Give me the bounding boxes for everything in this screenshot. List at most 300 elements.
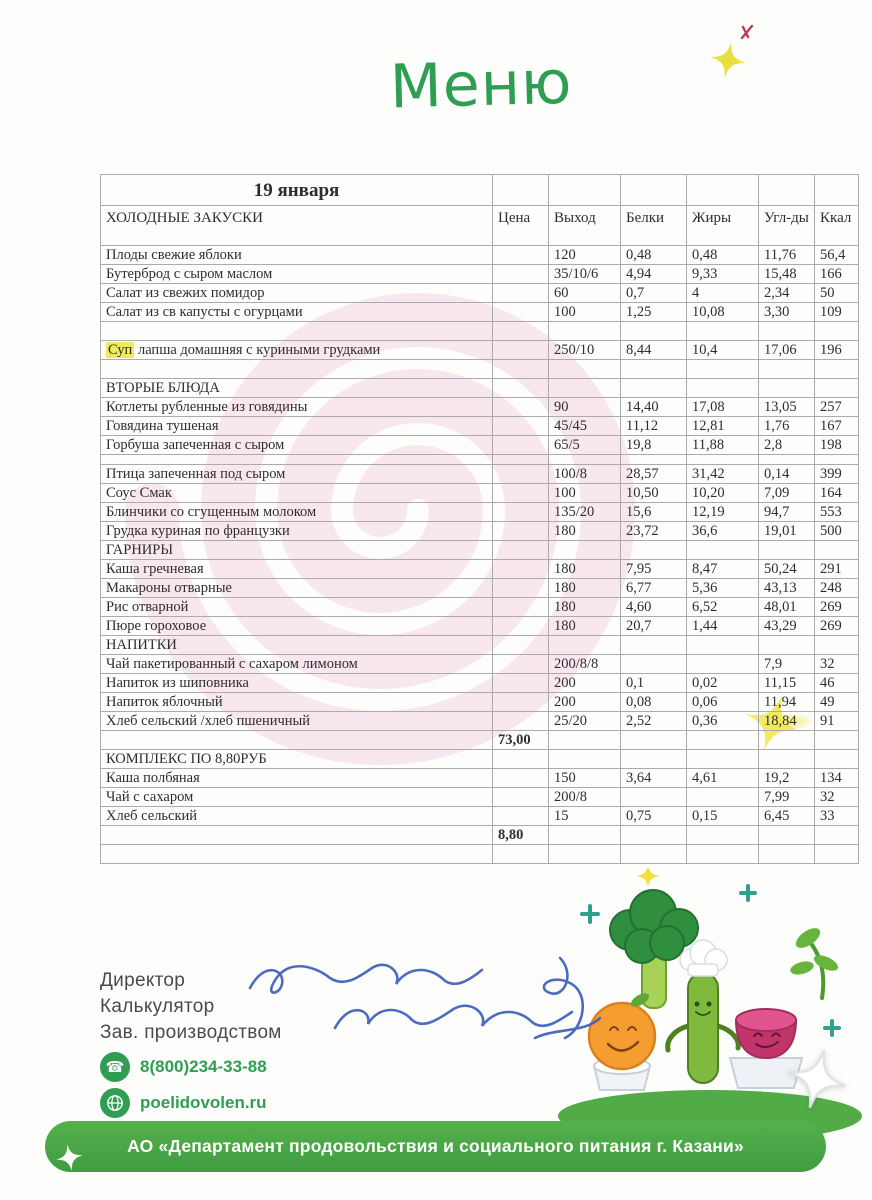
spacer-row — [101, 360, 859, 379]
cell-name: Каша полбяная — [101, 769, 493, 788]
cell-name — [101, 826, 493, 845]
cell-fat: 11,88 — [687, 436, 759, 455]
cell-kcal: 134 — [815, 769, 859, 788]
cell-fat: 0,02 — [687, 674, 759, 693]
menu-item-row — [101, 265, 859, 284]
cell-prot — [621, 379, 687, 398]
cell-name — [101, 455, 493, 465]
cell-name: НАПИТКИ — [101, 636, 493, 655]
cell-carb: 1,76 — [759, 417, 815, 436]
cell-out: 250/10 — [549, 341, 621, 360]
cell-out — [549, 455, 621, 465]
cell-out — [549, 541, 621, 560]
footer-text: АО «Департамент продовольствия и социального питания г. Казани» — [127, 1136, 744, 1156]
section-row — [101, 750, 859, 769]
cell-fat: 4,61 — [687, 769, 759, 788]
cell-prot: 19,8 — [621, 436, 687, 455]
cell-carb: 18,84 — [759, 712, 815, 731]
cell-price — [493, 417, 549, 436]
menu-item-row — [101, 484, 859, 503]
empty-cell — [759, 175, 815, 206]
cell-out — [549, 360, 621, 379]
cell-out: 35/10/6 — [549, 265, 621, 284]
cell-prot — [621, 788, 687, 807]
cell-kcal — [815, 845, 859, 864]
cell-name: Салат из свежих помидор — [101, 284, 493, 303]
table-header-row — [101, 206, 859, 246]
cell-price — [493, 845, 549, 864]
cell-price — [493, 712, 549, 731]
cell-price — [493, 360, 549, 379]
menu-item-row — [101, 674, 859, 693]
cell-price — [493, 579, 549, 598]
cell-out: 90 — [549, 398, 621, 417]
cell-prot: 4,60 — [621, 598, 687, 617]
cell-kcal: 198 — [815, 436, 859, 455]
cell-name: Хлеб сельский /хлеб пшеничный — [101, 712, 493, 731]
menu-item-row — [101, 693, 859, 712]
cell-price — [493, 379, 549, 398]
cell-name: Рис отварной — [101, 598, 493, 617]
cell-kcal — [815, 455, 859, 465]
cell-carb — [759, 455, 815, 465]
cell-prot: 2,52 — [621, 712, 687, 731]
cell-fat: 0,15 — [687, 807, 759, 826]
phone-number: 8(800)234-33-88 — [140, 1057, 267, 1076]
cell-fat — [687, 455, 759, 465]
footer-band — [45, 1121, 826, 1172]
date-cell: 19 января — [101, 175, 493, 206]
cell-kcal: 553 — [815, 503, 859, 522]
cell-carb: 15,48 — [759, 265, 815, 284]
cell-fat: 10,4 — [687, 341, 759, 360]
cell-price — [493, 598, 549, 617]
cell-name: Соус Смак — [101, 484, 493, 503]
cell-price — [493, 484, 549, 503]
cell-out: 120 — [549, 246, 621, 265]
cell-fat: 0,48 — [687, 246, 759, 265]
cell-name: Горбуша запеченная с сыром — [101, 436, 493, 455]
cell-kcal: 32 — [815, 655, 859, 674]
cell-price — [493, 284, 549, 303]
cell-kcal — [815, 731, 859, 750]
cell-prot — [621, 636, 687, 655]
cell-kcal — [815, 360, 859, 379]
cell-prot: 0,48 — [621, 246, 687, 265]
menu-item-row — [101, 560, 859, 579]
cell-name: Салат из св капусты с огурцами — [101, 303, 493, 322]
cell-kcal: 257 — [815, 398, 859, 417]
menu-item-row — [101, 807, 859, 826]
cell-kcal: 291 — [815, 560, 859, 579]
cell-carb: 7,09 — [759, 484, 815, 503]
total-row — [101, 731, 859, 750]
cell-carb: 11,15 — [759, 674, 815, 693]
cell-price — [493, 522, 549, 541]
cell-kcal: 49 — [815, 693, 859, 712]
cell-prot: 10,50 — [621, 484, 687, 503]
cell-prot: 23,72 — [621, 522, 687, 541]
cell-out: 15 — [549, 807, 621, 826]
cell-prot: 14,40 — [621, 398, 687, 417]
cell-carb — [759, 845, 815, 864]
cell-price — [493, 769, 549, 788]
cell-carb — [759, 826, 815, 845]
cell-price — [493, 541, 549, 560]
cell-name: ВТОРЫЕ БЛЮДА — [101, 379, 493, 398]
cell-name: Напиток из шиповника — [101, 674, 493, 693]
cell-prot: 0,1 — [621, 674, 687, 693]
cell-name: Макароны отварные — [101, 579, 493, 598]
menu-item-row — [101, 341, 859, 360]
cell-out: 200 — [549, 693, 621, 712]
cell-prot: 8,44 — [621, 341, 687, 360]
menu-item-row — [101, 303, 859, 322]
page-title: Меню — [389, 47, 574, 123]
cell-price — [493, 503, 549, 522]
section-row — [101, 636, 859, 655]
cell-fat: 10,20 — [687, 484, 759, 503]
cell-name: Хлеб сельский — [101, 807, 493, 826]
cell-name: Чай пакетированный с сахаром лимоном — [101, 655, 493, 674]
section-row — [101, 541, 859, 560]
cell-price: 8,80 — [493, 826, 549, 845]
spacer-row — [101, 322, 859, 341]
cell-kcal — [815, 636, 859, 655]
cell-kcal — [815, 826, 859, 845]
cell-out: 100/8 — [549, 465, 621, 484]
menu-item-row — [101, 617, 859, 636]
cell-kcal: 32 — [815, 788, 859, 807]
cell-fat — [687, 826, 759, 845]
cell-fat — [687, 379, 759, 398]
menu-item-row — [101, 655, 859, 674]
empty-cell — [687, 175, 759, 206]
cell-carb: 2,34 — [759, 284, 815, 303]
cell-fat — [687, 655, 759, 674]
cell-out — [549, 379, 621, 398]
cell-out: 180 — [549, 598, 621, 617]
menu-item-row — [101, 503, 859, 522]
cell-carb: 0,14 — [759, 465, 815, 484]
cell-out: 180 — [549, 617, 621, 636]
cell-kcal: 166 — [815, 265, 859, 284]
cell-fat: 8,47 — [687, 560, 759, 579]
col-header-out: Выход — [549, 206, 621, 246]
cell-price: 73,00 — [493, 731, 549, 750]
cell-prot — [621, 541, 687, 560]
col-header-carbs: Угл-ды — [759, 206, 815, 246]
menu-item-row — [101, 522, 859, 541]
cell-price — [493, 636, 549, 655]
cell-name: Бутерброд с сыром маслом — [101, 265, 493, 284]
cell-fat: 36,6 — [687, 522, 759, 541]
cell-fat: 6,52 — [687, 598, 759, 617]
cell-kcal — [815, 750, 859, 769]
col-header-name: ХОЛОДНЫЕ ЗАКУСКИ — [101, 206, 493, 246]
col-header-price: Цена — [493, 206, 549, 246]
cell-fat — [687, 360, 759, 379]
menu-item-row — [101, 598, 859, 617]
cell-fat: 31,42 — [687, 465, 759, 484]
cell-prot: 6,77 — [621, 579, 687, 598]
empty-cell — [621, 175, 687, 206]
menu-item-row — [101, 465, 859, 484]
cell-price — [493, 341, 549, 360]
cell-kcal: 269 — [815, 617, 859, 636]
cell-carb: 48,01 — [759, 598, 815, 617]
cell-out: 100 — [549, 484, 621, 503]
cell-out: 180 — [549, 522, 621, 541]
spacer-row — [101, 455, 859, 465]
cell-out: 200/8/8 — [549, 655, 621, 674]
cell-fat: 1,44 — [687, 617, 759, 636]
cell-price — [493, 560, 549, 579]
cell-prot: 20,7 — [621, 617, 687, 636]
cell-kcal: 33 — [815, 807, 859, 826]
cell-fat: 17,08 — [687, 398, 759, 417]
cell-kcal: 50 — [815, 284, 859, 303]
cell-kcal: 91 — [815, 712, 859, 731]
cell-kcal: 46 — [815, 674, 859, 693]
cell-kcal: 167 — [815, 417, 859, 436]
cell-carb — [759, 360, 815, 379]
cell-price — [493, 693, 549, 712]
cell-prot — [621, 655, 687, 674]
cell-carb — [759, 322, 815, 341]
website-row — [100, 1088, 267, 1118]
menu-item-row — [101, 769, 859, 788]
handwritten-signatures — [230, 938, 650, 1058]
cell-prot: 0,08 — [621, 693, 687, 712]
cell-prot — [621, 322, 687, 341]
cell-fat — [687, 322, 759, 341]
cell-prot — [621, 826, 687, 845]
cell-name — [101, 360, 493, 379]
menu-item-row — [101, 284, 859, 303]
cell-price — [493, 788, 549, 807]
cell-prot: 0,75 — [621, 807, 687, 826]
cell-out — [549, 322, 621, 341]
cell-price — [493, 655, 549, 674]
cell-kcal: 164 — [815, 484, 859, 503]
role-director: Директор — [100, 970, 186, 991]
cell-prot: 4,94 — [621, 265, 687, 284]
cell-prot: 15,6 — [621, 503, 687, 522]
cell-out: 180 — [549, 579, 621, 598]
cell-carb — [759, 731, 815, 750]
role-calculator: Калькулятор — [100, 996, 215, 1017]
cell-out — [549, 750, 621, 769]
cell-name: Птица запеченная под сыром — [101, 465, 493, 484]
cell-carb: 43,13 — [759, 579, 815, 598]
cell-name: Грудка куриная по французки — [101, 522, 493, 541]
cell-out: 100 — [549, 303, 621, 322]
menu-item-row — [101, 417, 859, 436]
cell-prot — [621, 360, 687, 379]
cell-carb: 19,01 — [759, 522, 815, 541]
date-row — [101, 175, 859, 206]
cell-carb: 43,29 — [759, 617, 815, 636]
cell-kcal — [815, 322, 859, 341]
cell-kcal: 109 — [815, 303, 859, 322]
cell-out: 65/5 — [549, 436, 621, 455]
cell-price — [493, 398, 549, 417]
cell-price — [493, 246, 549, 265]
menu-item-row — [101, 398, 859, 417]
cell-price — [493, 674, 549, 693]
cell-name: КОМПЛЕКС ПО 8,80РУБ — [101, 750, 493, 769]
small-white-star-icon — [54, 1142, 85, 1173]
cell-prot: 3,64 — [621, 769, 687, 788]
cell-out — [549, 826, 621, 845]
total-row — [101, 826, 859, 845]
menu-item-row — [101, 246, 859, 265]
cell-fat — [687, 541, 759, 560]
phone-icon: ☎ — [100, 1052, 130, 1082]
red-pen-mark-icon — [740, 24, 754, 40]
cell-fat: 4 — [687, 284, 759, 303]
cell-name: Суп лапша домашняя с куриными грудками — [101, 341, 493, 360]
cell-carb: 13,05 — [759, 398, 815, 417]
menu-table — [100, 174, 859, 864]
cell-price — [493, 265, 549, 284]
cell-out — [549, 636, 621, 655]
cell-carb: 6,45 — [759, 807, 815, 826]
empty-cell — [815, 175, 859, 206]
cell-out: 200/8 — [549, 788, 621, 807]
col-header-kcal: Ккал — [815, 206, 859, 246]
cell-kcal — [815, 379, 859, 398]
cell-kcal: 196 — [815, 341, 859, 360]
cell-name — [101, 731, 493, 750]
cell-prot — [621, 731, 687, 750]
cell-carb: 50,24 — [759, 560, 815, 579]
cell-prot: 11,12 — [621, 417, 687, 436]
cell-name — [101, 322, 493, 341]
cell-carb: 94,7 — [759, 503, 815, 522]
leafy-greens — [789, 924, 840, 998]
yellow-highlight-mark: Суп — [108, 341, 133, 358]
cell-fat — [687, 731, 759, 750]
empty-cell — [493, 175, 549, 206]
cell-carb — [759, 750, 815, 769]
cell-price — [493, 303, 549, 322]
col-header-protein: Белки — [621, 206, 687, 246]
cell-name: Пюре гороховое — [101, 617, 493, 636]
yellow-sparkle-icon — [707, 39, 749, 81]
small-yellow-star-icon — [636, 868, 660, 888]
cell-prot — [621, 845, 687, 864]
menu-item-row — [101, 579, 859, 598]
cell-kcal: 248 — [815, 579, 859, 598]
section-row — [101, 379, 859, 398]
cell-carb — [759, 541, 815, 560]
cell-fat: 0,06 — [687, 693, 759, 712]
cell-name: ГАРНИРЫ — [101, 541, 493, 560]
cell-fat: 12,19 — [687, 503, 759, 522]
cell-out: 60 — [549, 284, 621, 303]
cell-name: Котлеты рубленные из говядины — [101, 398, 493, 417]
cell-carb: 7,9 — [759, 655, 815, 674]
cell-fat: 0,36 — [687, 712, 759, 731]
cell-price — [493, 322, 549, 341]
cell-carb: 17,06 — [759, 341, 815, 360]
cell-prot — [621, 750, 687, 769]
cell-name: Чай с сахаром — [101, 788, 493, 807]
cell-kcal: 500 — [815, 522, 859, 541]
cell-fat: 9,33 — [687, 265, 759, 284]
cell-fat — [687, 788, 759, 807]
menu-item-row — [101, 436, 859, 455]
cell-fat — [687, 636, 759, 655]
cell-name: Говядина тушеная — [101, 417, 493, 436]
globe-icon — [100, 1088, 130, 1118]
menu-table-body — [101, 246, 859, 864]
empty-cell — [549, 175, 621, 206]
cell-carb — [759, 636, 815, 655]
cell-prot: 7,95 — [621, 560, 687, 579]
website-url: poelidovolen.ru — [140, 1093, 267, 1112]
cell-name — [101, 845, 493, 864]
cell-carb: 11,76 — [759, 246, 815, 265]
cell-price — [493, 807, 549, 826]
cell-prot: 0,7 — [621, 284, 687, 303]
cell-fat — [687, 845, 759, 864]
cell-prot — [621, 455, 687, 465]
cell-price — [493, 436, 549, 455]
cell-fat: 12,81 — [687, 417, 759, 436]
cell-out: 200 — [549, 674, 621, 693]
cell-price — [493, 750, 549, 769]
col-header-fat: Жиры — [687, 206, 759, 246]
cell-fat: 5,36 — [687, 579, 759, 598]
cell-prot: 1,25 — [621, 303, 687, 322]
menu-item-row — [101, 788, 859, 807]
cell-out: 45/45 — [549, 417, 621, 436]
role-production-manager: Зав. производством — [100, 1022, 282, 1043]
cell-carb: 2,8 — [759, 436, 815, 455]
cell-name: Каша гречневая — [101, 560, 493, 579]
cell-name: Напиток яблочный — [101, 693, 493, 712]
cell-carb: 19,2 — [759, 769, 815, 788]
cell-kcal — [815, 541, 859, 560]
cell-price — [493, 455, 549, 465]
cell-out: 25/20 — [549, 712, 621, 731]
zucchini-chef-character — [668, 940, 739, 1083]
cell-kcal: 269 — [815, 598, 859, 617]
cell-prot: 28,57 — [621, 465, 687, 484]
cell-kcal: 56,4 — [815, 246, 859, 265]
cell-carb: 11,94 — [759, 693, 815, 712]
cell-out: 180 — [549, 560, 621, 579]
cell-carb — [759, 379, 815, 398]
cell-out: 150 — [549, 769, 621, 788]
cell-name: Блинчики со сгущенным молоком — [101, 503, 493, 522]
cell-name: Плоды свежие яблоки — [101, 246, 493, 265]
cell-kcal: 399 — [815, 465, 859, 484]
cell-carb: 3,30 — [759, 303, 815, 322]
cell-out: 135/20 — [549, 503, 621, 522]
cell-fat — [687, 750, 759, 769]
cell-price — [493, 465, 549, 484]
cell-carb: 7,99 — [759, 788, 815, 807]
cell-price — [493, 617, 549, 636]
cell-out — [549, 731, 621, 750]
menu-item-row — [101, 712, 859, 731]
cell-out — [549, 845, 621, 864]
spacer-row — [101, 845, 859, 864]
